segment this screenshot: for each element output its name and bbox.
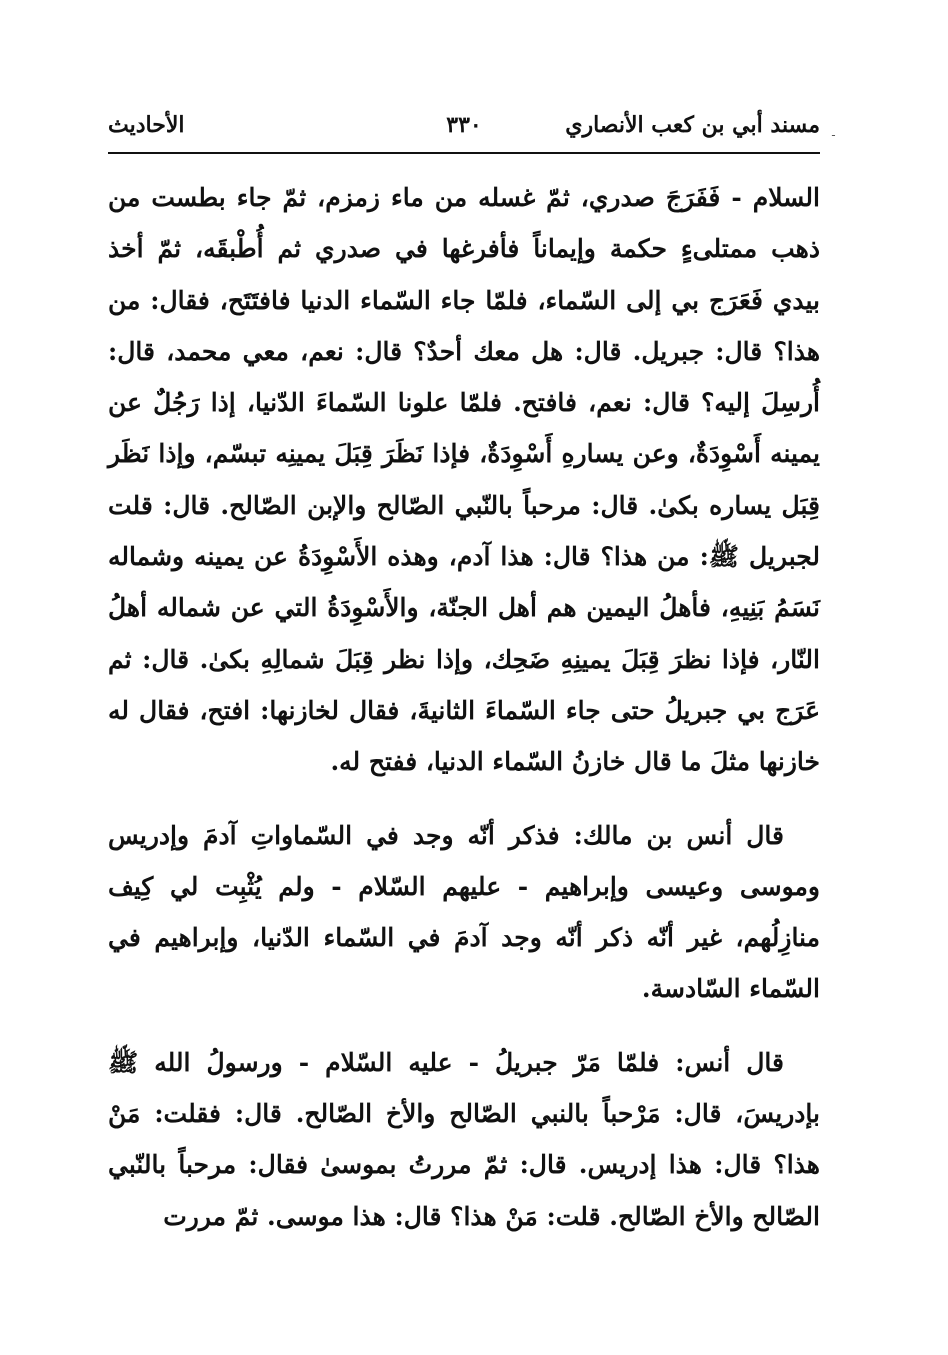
paragraph-1: السلام - فَفَرَجَ صدري، ثمّ غسله من ماء زمزم، ثمّ جاء بطست من ذهب ممتلىءٍ حكمة وإيماناً فأفرغها في صدري ثم أُطْبقَه، ثمّ أخذ بيدي فَعَرَج بي إلى السّماء، فلمّا جاء السّماء الدنيا فافتَتَح، فقال: من هذا؟ قال: جبريل. قال: هل معك أحدٌ؟ قال: نعم، معي محمد، قال: أُرسِلَ إليه؟ قال: نعم، فافتح. فلمّا علونا السّماءَ الدّنيا، إذا رَجُلٌ عن يمينه أَسْوِدَةٌ، وعن يسارهِ أَسْوِدَةٌ، فإذا نَظَرَ قِبَلَ يمينِه تبسّم، وإذا نَظَر قِبَل يساره بكىٰ. قال: مرحباً بالنّبي الصّالح والإبن الصّالح. قال: قلت لجبريل ﷺ: من هذا؟ قال: هذا آدم، وهذه الأَسْوِدَةُ عن يمينه وشماله نَسَمُ بَنِيهِ، فأهلُ اليمين هم أهل الجنّة، والأَسْوِدَةُ التي عن شماله أهلُ النّار، فإذا نظرَ قِبَلَ يمينِهِ ضَحِك، وإذا نظر قِبَلَ شمالِهِ بكىٰ. قال: ثم عَرَج بي جبريلُ حتى جاء السّماءَ الثانيةَ، فقال لخازنها: افتح، فقال له خازنها مثلَ ما قال خازنُ السّماء الدنيا، ففتح له.: [108, 183, 820, 777]
margin-mark: ـ: [832, 128, 835, 139]
paragraph-2: قال أنس بن مالك: فذكر أنّه وجد في السّماواتِ آدمَ وإدريس وموسى وعيسى وإبراهيم - عليهم السّلام - ولم يُثْبِت لي كِيف منازِلُهم، غير أنّه ذكر أنّه وجد آدمَ في السّماء الدّنيا، وإبراهيم في السّماء السّادسة.: [108, 820, 820, 1004]
page-number: ٣٣٠: [446, 112, 482, 138]
header-divider: [108, 152, 820, 154]
book-title: مسند أبي بن كعب الأنصاري: [565, 112, 820, 138]
main-text: [108, 172, 820, 1242]
running-header: [108, 112, 820, 148]
section-title: الأحاديث: [108, 112, 185, 138]
paragraph-3: قال أنس: فلمّا مَرّ جبريلُ - عليه السّلام - ورسولُ الله ﷺ بإدريسَ، قال: مَرْحباً بالنبي الصّالح والأخ الصّالح. قال: فقلت: مَنْ هذا؟ قال: هذا إدريس. قال: ثمّ مررتُ بموسىٰ فقال: مرحباً بالنّبي الصّالح والأخ الصّالح. قلت: مَنْ هذا؟ قال: هذا موسى. ثمّ مررت: [108, 1047, 820, 1231]
